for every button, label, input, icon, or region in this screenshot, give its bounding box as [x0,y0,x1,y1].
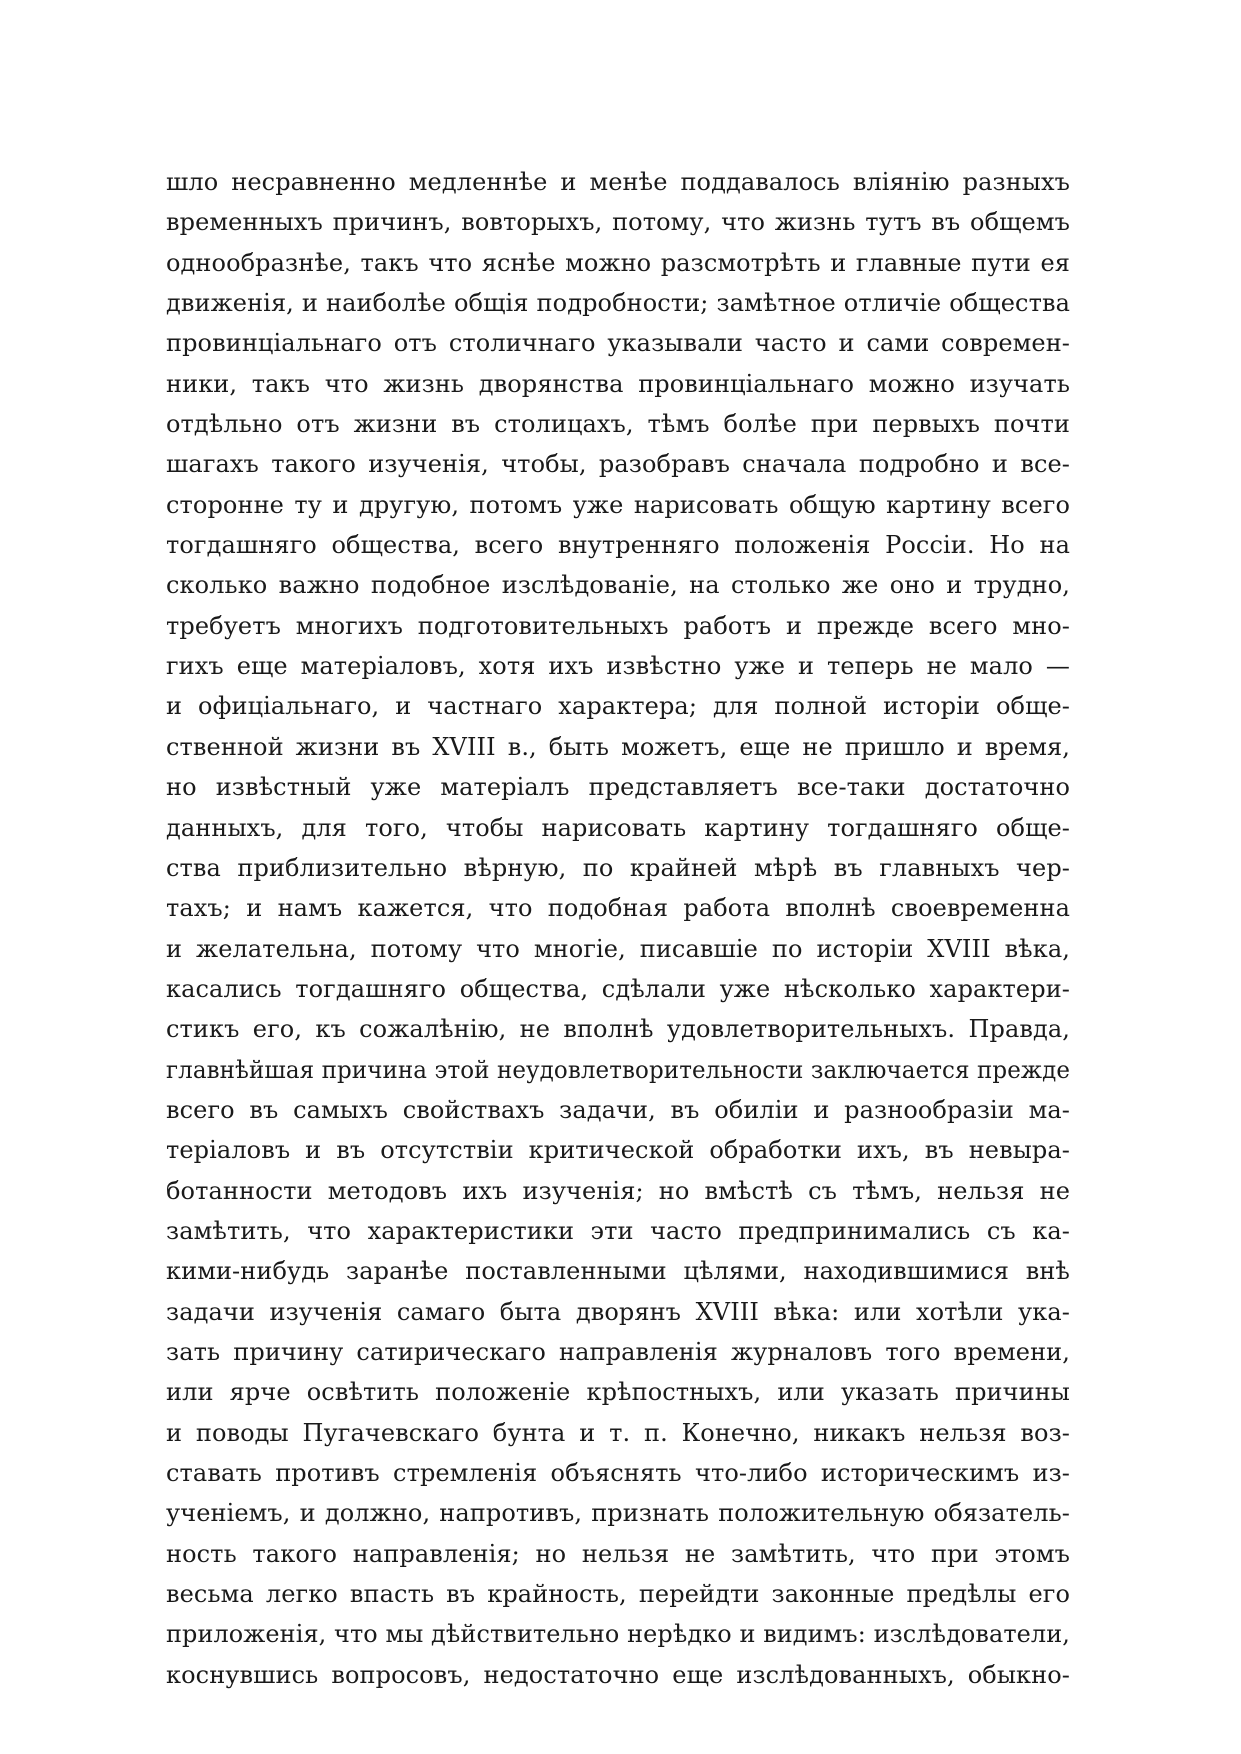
body-text [166,162,1070,1695]
text-line: но извѣстный уже матеріалъ представляетъ все-таки достаточно [166,773,1070,802]
text-line: или ярче освѣтить положеніе крѣпостныхъ, или указать причины [166,1378,1070,1407]
text-line: сторонне ту и другую, потомъ уже нарисовать общую картину всего [166,490,1070,519]
text-line: тахъ; и намъ кажется, что подобная работа вполнѣ своевременна [166,894,1070,923]
text-line: задачи изученія самаго быта дворянъ XVIII вѣка: или хотѣли ука- [166,1297,1070,1326]
text-line: теріаловъ и въ отсутствіи критической обработки ихъ, въ невыра- [166,1136,1070,1165]
text-line: весьма легко впасть въ крайность, перейдти законные предѣлы его [166,1580,1070,1609]
text-line: замѣтить, что характеристики эти часто предпринимались съ ка- [166,1216,1070,1245]
text-line: ники, такъ что жизнь дворянства провинціальнаго можно изучать [166,369,1070,398]
text-line: всего въ самыхъ свойствахъ задачи, въ обиліи и разнообразіи ма- [166,1095,1070,1124]
text-line: шло несравненно медленнѣе и менѣе поддавалось вліянію разныхъ [166,168,1070,196]
text-line: тогдашняго общества, всего внутренняго положенія Россіи. Но на [166,531,1070,560]
text-line: ученіемъ, и должно, напротивъ, признать положительную обязатель- [166,1499,1070,1528]
text-line: гихъ еще матеріаловъ, хотя ихъ извѣстно уже и теперь не мало — [166,652,1070,681]
text-line: сколько важно подобное изслѣдованіе, на столько же оно и трудно, [166,571,1070,600]
text-line: кими-нибудь заранѣе поставленными цѣлями, находившимися внѣ [166,1257,1070,1286]
text-line: движенія, и наиболѣе общія подробности; замѣтное отличіе общества [166,289,1070,318]
text-line: ставать противъ стремленія объяснять что-либо историческимъ из- [166,1459,1070,1487]
text-line: провинціальнаго отъ столичнаго указывали часто и сами современ- [166,329,1070,358]
text-line: ственной жизни въ XVIII в., быть можетъ, еще не пришло и время, [166,732,1070,761]
text-line: главнѣйшая причина этой неудовлетворительности заключается прежде [166,1055,1071,1084]
text-line: ность такого направленія; но нельзя не замѣтить, что при этомъ [166,1539,1070,1568]
text-line: приложенія, что мы дѣйствительно нерѣдко и видимъ: изслѣдователи, [166,1620,1070,1649]
text-line: данныхъ, для того, чтобы нарисовать картину тогдашняго обще- [166,813,1070,842]
text-line: шагахъ такого изученія, чтобы, разобравъ сначала подробно и все- [166,450,1070,479]
text-line: и желательна, потому что многіе, писавшіе по исторіи XVIII вѣка, [166,934,1070,963]
text-line: стикъ его, къ сожалѣнію, не вполнѣ удовлетворительныхъ. Правда, [166,1015,1070,1044]
text-line: требуетъ многихъ подготовительныхъ работъ и прежде всего мно- [166,611,1070,640]
text-line: коснувшись вопросовъ, недостаточно еще изслѣдованныхъ, обыкно- [166,1660,1070,1689]
text-line: ства приблизительно вѣрную, по крайней мѣрѣ въ главныхъ чер- [166,853,1070,882]
text-line: отдѣльно отъ жизни въ столицахъ, тѣмъ болѣе при первыхъ почти [166,410,1070,439]
text-line: однообразнѣе, такъ что яснѣе можно разсмотрѣть и главные пути ея [166,248,1070,277]
text-line: касались тогдашняго общества, сдѣлали уже нѣсколько характери- [166,974,1070,1003]
text-line: зать причину сатирическаго направленія журналовъ того времени, [166,1337,1070,1366]
text-line: ботанности методовъ ихъ изученія; но вмѣстѣ съ тѣмъ, нельзя не [166,1176,1070,1205]
text-line: и поводы Пугачевскаго бунта и т. п. Конечно, никакъ нельзя воз- [166,1418,1070,1447]
text-line: и офиціальнаго, и частнаго характера; для полной исторіи обще- [166,692,1070,721]
text-line: временныхъ причинъ, вовторыхъ, потому, что жизнь тутъ въ общемъ [166,208,1070,237]
